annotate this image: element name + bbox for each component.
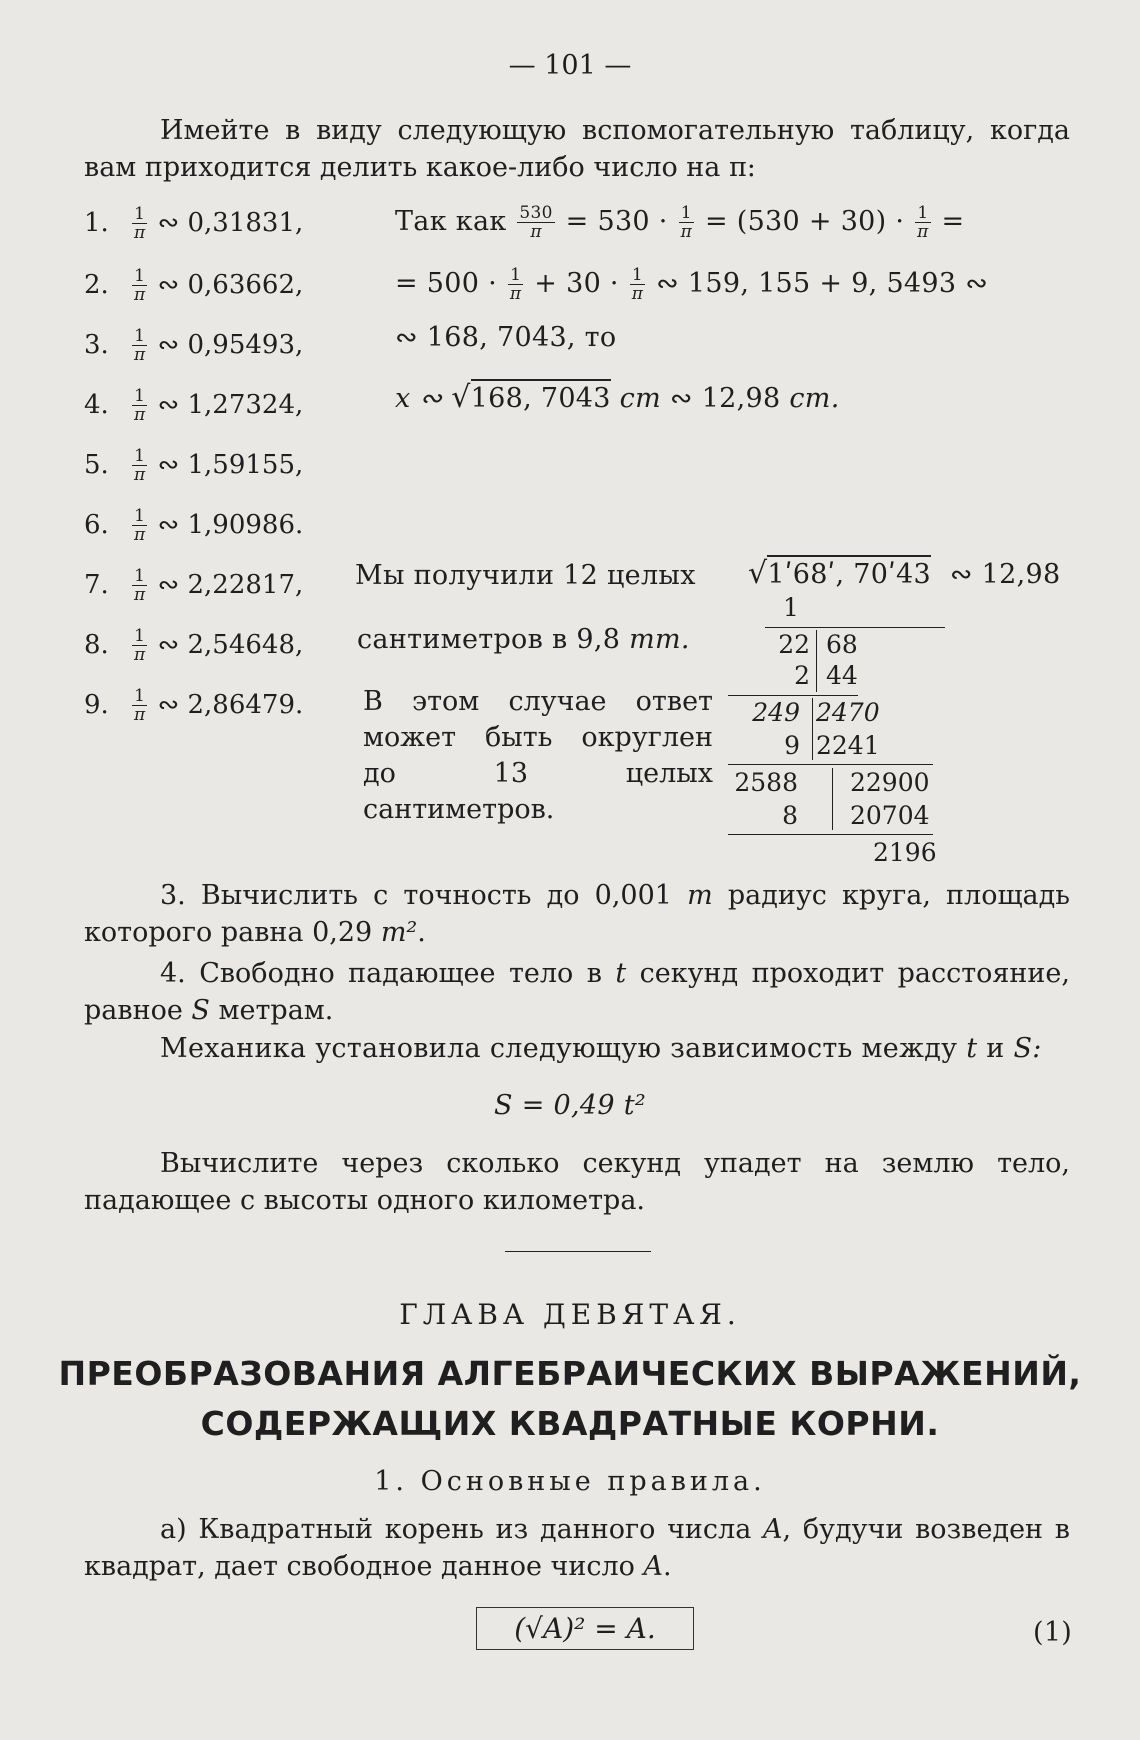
side-text-paragraph: В этом случае ответ может быть округлен до 13 целых сантиметров. [363, 686, 713, 825]
table-row: 1. $\frac{1}{\pi}$ ∾ 0,31831, [84, 204, 304, 243]
division-step: 2470 [816, 698, 880, 727]
division-step: 2241 [816, 731, 880, 760]
division-rule [812, 698, 813, 760]
side-text-line-1: Мы получили 12 целых [355, 560, 696, 591]
table-row: 2. $\frac{1}{\pi}$ ∾ 0,63662, [84, 266, 304, 305]
calc-line-4: x ∾ √168, 7043 cm ∾ 12,98 cm. [395, 380, 840, 415]
division-rule [816, 630, 817, 692]
table-row: 8. $\frac{1}{\pi}$ ∾ 2,54648, [84, 626, 304, 665]
side-text-line-2: сантиметров в 9,8 mm. [357, 624, 690, 655]
division-rule [728, 834, 933, 835]
section-divider [505, 1251, 651, 1252]
calc-line-1: Так как $\frac{530}{\pi}$ = 530 · $\frac{1}{\pi}$ = (530 + 30) · $\frac{1}{\pi}$ = [395, 203, 965, 242]
formula-s: S = 0,49 t² [494, 1090, 646, 1121]
division-rule [832, 768, 833, 830]
rule-a-paragraph: а) Квадратный корень из данного числа A, будучи возведен в квадрат, дает свободное данное число A. [84, 1514, 1070, 1582]
division-step: 22 [778, 630, 810, 659]
table-row: 3. $\frac{1}{\pi}$ ∾ 0,95493, [84, 326, 304, 365]
division-step: 2 [794, 661, 810, 690]
formula-number: (1) [1033, 1617, 1073, 1648]
table-row: 7. $\frac{1}{\pi}$ ∾ 2,22817, [84, 566, 304, 605]
calc-line-2: = 500 · $\frac{1}{\pi}$ + 30 · $\frac{1}{\pi}$ ∾ 159, 155 + 9, 5493 ∾ [395, 265, 989, 304]
section-heading: 1. Основные правила. [374, 1466, 766, 1497]
division-rule [728, 764, 933, 765]
division-rule [765, 627, 945, 628]
table-row: 5. $\frac{1}{\pi}$ ∾ 1,59155, [84, 446, 304, 485]
formula-box: (√A)² = A. [476, 1607, 694, 1650]
mechanics-line: Механика установила следующую зависимость между t и S: [160, 1033, 1042, 1064]
division-header: √1ʹ68ʹ, 70ʹ43 ∾ 12,98 [748, 556, 1061, 591]
division-step: 20704 [850, 801, 930, 830]
division-remainder: 2196 [873, 838, 937, 867]
division-step: 249 [752, 698, 800, 727]
chapter-title-line-1: ПРЕОБРАЗОВАНИЯ АЛГЕБРАИЧЕСКИХ ВЫРАЖЕНИЙ, [58, 1354, 1082, 1393]
table-row: 9. $\frac{1}{\pi}$ ∾ 2,86479. [84, 686, 304, 725]
problem-3: 3. Вычислить с точность до 0,001 m радиус круга, площадь которого равна 0,29 m². [84, 880, 1070, 948]
calc-line-3: ∾ 168, 7043, то [395, 322, 617, 353]
division-step: 9 [784, 731, 800, 760]
division-step: 22900 [850, 768, 930, 797]
chapter-title-line-2: СОДЕРЖАЩИХ КВАДРАТНЫЕ КОРНИ. [200, 1404, 940, 1443]
table-row: 4. $\frac{1}{\pi}$ ∾ 1,27324, [84, 386, 304, 425]
division-rule [728, 695, 858, 696]
division-step: 8 [782, 801, 798, 830]
problem-4: 4. Свободно падающее тело в t секунд проходит расстояние, равное S метрам. [84, 958, 1070, 1026]
division-step: 2588 [734, 768, 798, 797]
problem-4-question: Вычислите через сколько секунд упадет на землю тело, падающее с высоты одного километра. [84, 1148, 1070, 1216]
division-step: 68 [826, 630, 858, 659]
page-number: — 101 — [508, 50, 632, 81]
intro-paragraph: Имейте в виду следующую вспомогательную таблицу, когда вам приходится делить какое-либо число на π: [84, 115, 1070, 183]
division-step: 44 [826, 661, 858, 690]
table-row: 6. $\frac{1}{\pi}$ ∾ 1,90986. [84, 506, 304, 545]
division-step: 1 [783, 593, 799, 622]
chapter-heading: ГЛАВА ДЕВЯТАЯ. [399, 1298, 741, 1331]
